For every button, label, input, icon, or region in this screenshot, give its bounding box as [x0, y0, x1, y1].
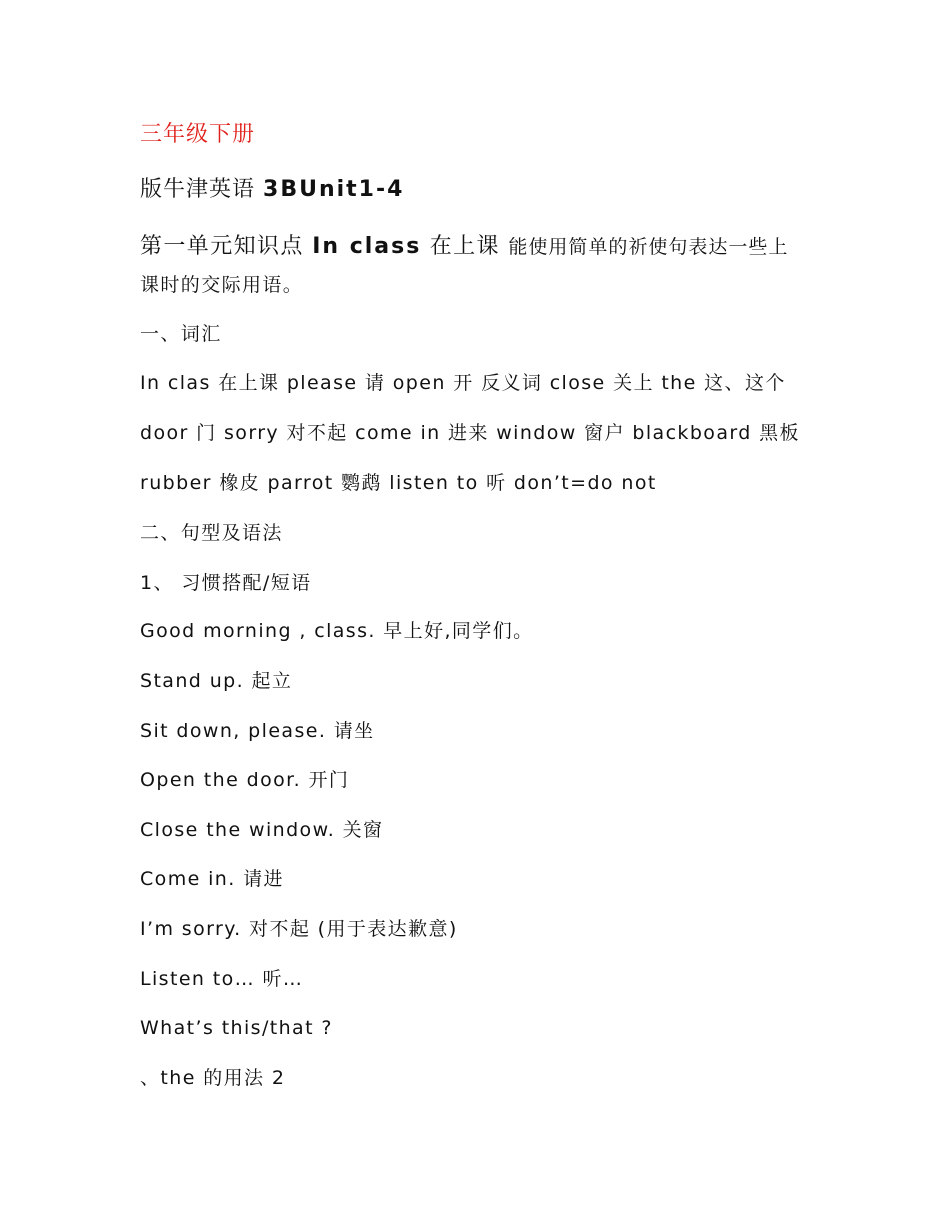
phrase-item: Stand up. 起立	[140, 670, 293, 692]
phrase-item: Come in. 请进	[140, 868, 284, 890]
document-subtitle	[140, 177, 404, 203]
phrase-item: I’m sorry. 对不起 (用于表达歉意)	[140, 918, 458, 940]
subtitle-code: 3BUnit1-4	[263, 177, 405, 202]
section-vocabulary-title: 一、词汇	[140, 323, 222, 345]
unit-heading	[140, 234, 788, 260]
phrase-item: Close the window. 关窗	[140, 819, 384, 841]
phrase-item: Good morning , class. 早上好,同学们。	[140, 620, 534, 642]
section-grammar-title: 二、句型及语法	[140, 522, 283, 544]
unit-heading-cn: 在上课	[429, 234, 500, 259]
phrase-item: Open the door. 开门	[140, 769, 350, 791]
subsection-phrases-title: 1、 习惯搭配/短语	[140, 572, 312, 594]
unit-heading-desc-line1: 能使用简单的祈使句表达一些上	[508, 236, 789, 258]
document-title: 三年级下册	[140, 122, 256, 147]
unit-heading-en: In class	[312, 234, 422, 259]
vocab-line-1: In clas 在上课 please 请 open 开 反义词 close 关上 the 这、这个	[140, 372, 786, 394]
phrase-item: Listen to… 听…	[140, 968, 304, 990]
phrase-item: What’s this/that ?	[140, 1017, 333, 1039]
subtitle-prefix: 版牛津英语	[140, 177, 256, 202]
phrase-item: Sit down, please. 请坐	[140, 720, 375, 742]
last-line: 、the 的用法 2	[140, 1067, 286, 1089]
unit-heading-prefix: 第一单元知识点	[140, 234, 304, 259]
vocab-line-2: door 门 sorry 对不起 come in 进来 window 窗户 blackboard 黑板	[140, 422, 800, 444]
unit-heading-desc-line2: 课时的交际用语。	[140, 274, 304, 296]
vocab-line-3: rubber 橡皮 parrot 鹦鹉 listen to 听 don’t=do not	[140, 472, 657, 494]
